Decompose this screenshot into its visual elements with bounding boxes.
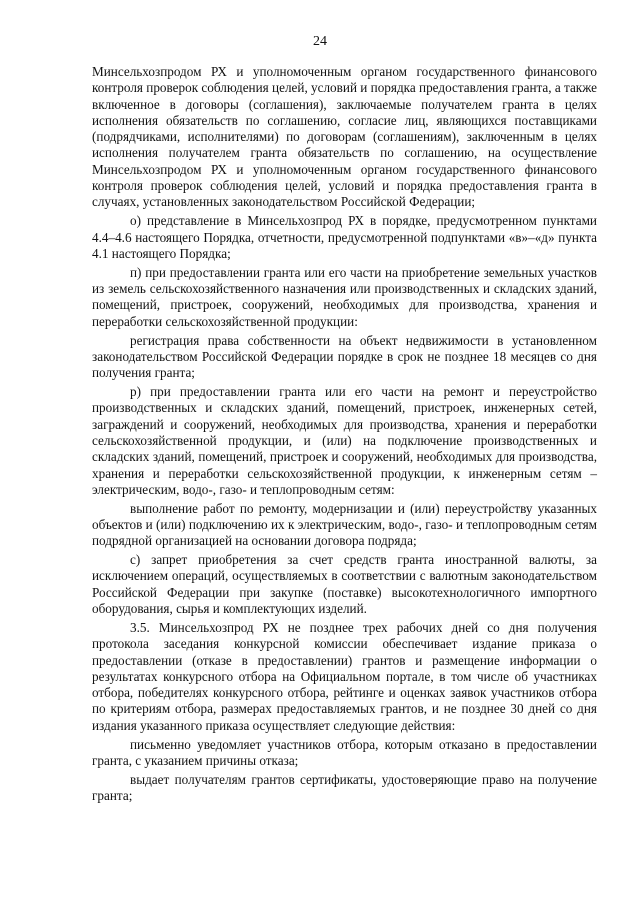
paragraph-property-registration: регистрация права собственности на объект недвижимости в установленном законодательством Российской Федерации порядке в срок не позднее 18 месяцев со дня получения гранта; <box>92 332 597 381</box>
paragraph-notification: письменно уведомляет участников отбора, которым отказано в предоставлении гранта, с указанием причины отказа; <box>92 736 597 768</box>
paragraph-item-r: р) при предоставлении гранта или его части на ремонт и переустройство производственных и складских зданий, помещений, пристроек, инженерных сетей, заграждений и сооружений, необходимых для производства, хранения и переработки сельскохозяйственной продукции, и (или) на подключение производственных и складских зданий, помещений, пристроек и сооружений, необходимых для производства, хранения и переработки сельскохозяйственной продукции, к инженерным сетям – электрическим, водо-, газо- и теплопроводным сетям: <box>92 384 597 497</box>
paragraph-continuation: Минсельхозпродом РХ и уполномоченным органом государственного финансового контроля проверок соблюдения целей, условий и порядка предоставления гранта, а также включенное в договоры (соглашения), заключаемые получателем гранта в целях исполнения обязательств по соглашению, согласие лиц, являющихся поставщиками (подрядчиками, исполнителями) по договорам (соглашениям), заключенным в целях исполнения получателем гранта обязательств по соглашению, на осуществление Минсельхозпродом РХ и уполномоченным органом государственного финансового контроля проверок соблюдения целей, условий и порядка предоставления гранта в случаях, установленных законодательством Российской Федерации; <box>92 64 597 210</box>
document-body <box>92 64 597 807</box>
page-number: 24 <box>313 34 327 49</box>
paragraph-item-o: о) представление в Минсельхозпрод РХ в порядке, предусмотренном пунктами 4.4–4.6 настоящего Порядка, отчетности, предусмотренной подпунктами «в»–«д» пункта 4.1 настоящего Порядка; <box>92 213 597 261</box>
paragraph-certificates: выдает получателям грантов сертификаты, удостоверяющие право на получение гранта; <box>92 771 597 804</box>
paragraph-item-p: п) при предоставлении гранта или его части на приобретение земельных участков из земель сельскохозяйственного назначения или производственных и складских зданий, помещений, пристроек, сооружений, необходимых для производства, хранения и переработки сельскохозяйственной продукции: <box>92 264 597 329</box>
paragraph-section-3-5: 3.5. Минсельхозпрод РХ не позднее трех рабочих дней со дня получения протокола заседания конкурсной комиссии обеспечивает издание приказа о предоставлении (отказе в предоставлении) грантов и размещение информации о результатах конкурсного отбора на Официальном портале, в том числе об участниках отбора, победителях конкурсного отбора, рейтинге и оценках заявок участников отбора по критериям отбора, размерах предоставляемых грантов, и не позднее 30 дней со дня издания указанного приказа осуществляет следующие действия: <box>92 619 597 733</box>
paragraph-item-s: с) запрет приобретения за счет средств гранта иностранной валюты, за исключением операций, осуществляемых в соответствии с валютным законодательством Российской Федерации при закупке (поставке) высокотехнологичного импортного оборудования, сырья и комплектующих изделий. <box>92 552 597 617</box>
paragraph-contract-works: выполнение работ по ремонту, модернизации и (или) переустройству указанных объектов и (или) подключению их к электрическим, водо-, газо- и теплопроводным сетям подрядной организацией на основании договора подряда; <box>92 500 597 549</box>
